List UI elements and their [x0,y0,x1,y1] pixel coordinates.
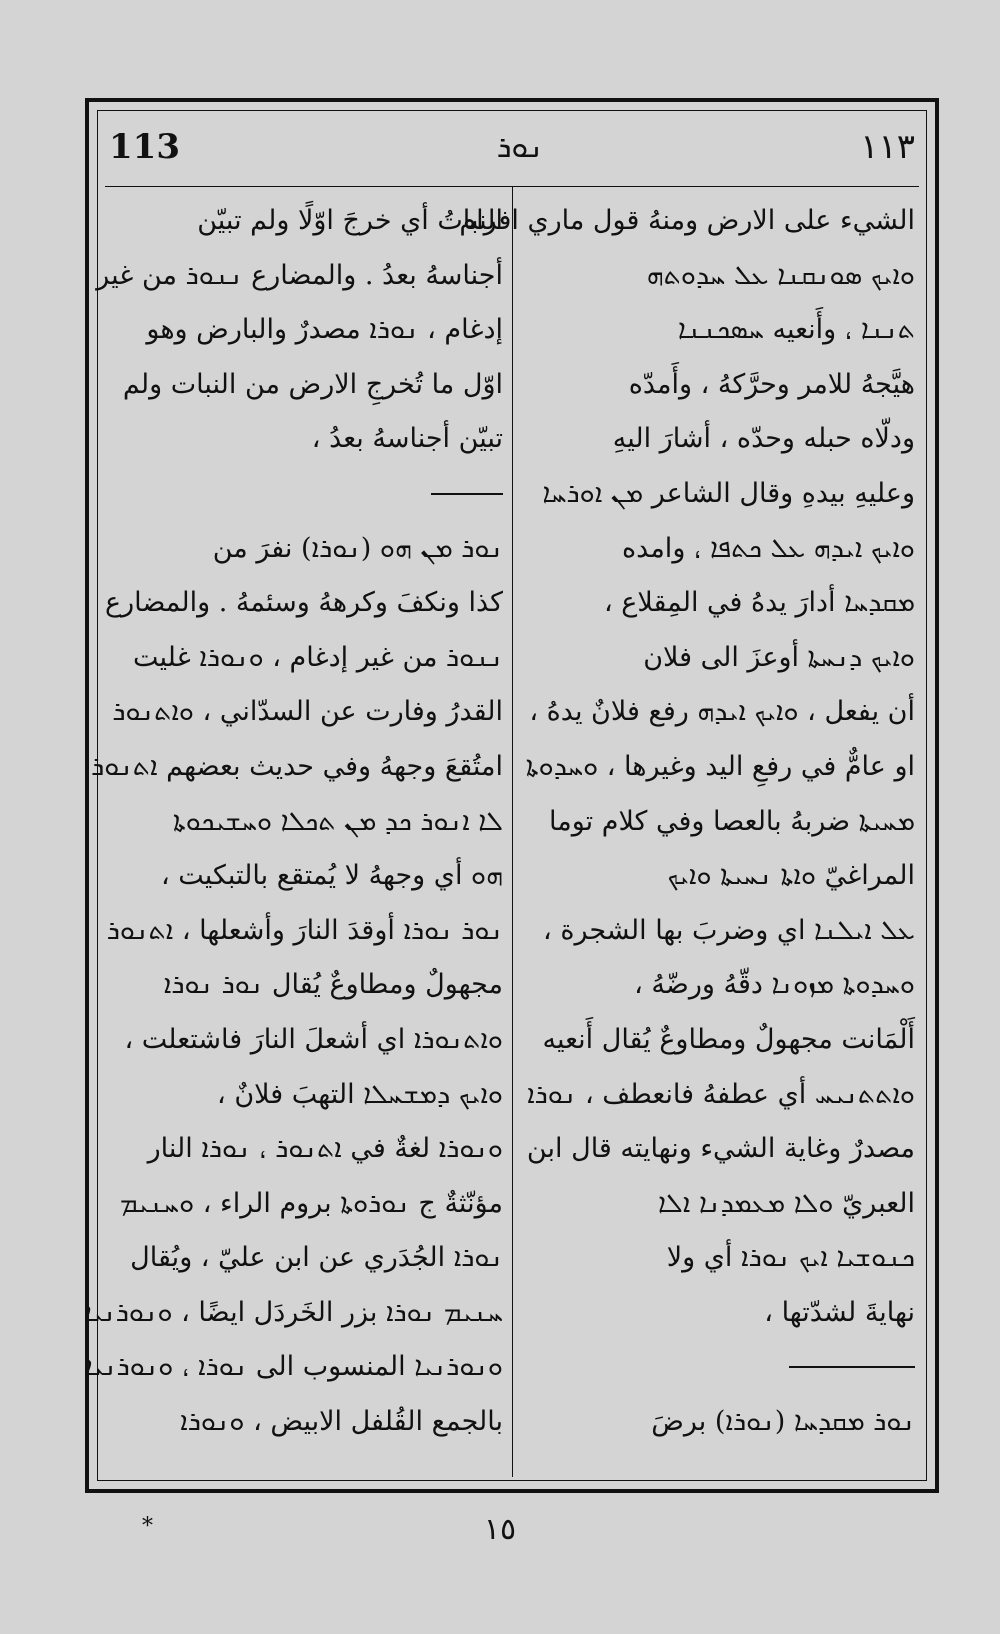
text-line: اوّل ما تُخرجِ الارض من النبات ولم [122,368,503,400]
text-line: ܢܘܪ ܡܩܕܚܐ (ܢܘܪܐ) برضَ [651,1406,915,1438]
text-line: كذا ونكفَ وكرههُ وسئمهُ . والمضارع [105,587,503,619]
text-line: العبريّ ܘܠܐ ܡܥܡܕܢܐ ܐܠܐ [658,1187,915,1219]
text-line: او عامٌّ في رفعِ اليد وغيرها ، ܘܚܕܘܬܐ [525,750,915,782]
running-head: ܢܘܪ [496,129,544,165]
text-line: ܬܢܢܐ ، وأَنعيه ܚܣܟܢܢܐ [677,314,915,346]
text-line: تبيّن أجناسهُ بعدُ ، [311,423,503,455]
text-line: ܘܐܬܬܢܝܚ أي عطفهُ فانعطف ، ܢܘܪܐ [527,1078,915,1110]
text-line: ܗܘ أي وجههُ لا يُمتقع بالتبكيت ، [161,860,503,892]
text-line: ܘܐܝܟ ܣܘܢܩܢܐ ܥܠ ܚܕܘܬܗ [646,259,915,291]
text-line: ودلّاه حبله وحدّه ، أشارَ اليهِ [612,423,915,455]
text-line: ܠܐ ܐܢܘܪ ܟܕ ܡܢ ܬܟܠܐ ܘܚܫܝܟܘܬܐ [172,805,503,837]
text-line: ܘܐܝܟ ܕܡܫܚܠܐ التهبَ فلانٌ ، [217,1078,503,1110]
text-line: ܥܠ ܐܝܠܢܐ اي وضربَ بها الشجرة ، [543,914,915,946]
right-column [459,194,915,1475]
text-line: النباتُ أي خرجَ اوّلًا ولم تبيّن [197,205,503,236]
text-line: ܢܢܘܪ من غير إدغام ، ܘܢܘܪܐ غليت [133,641,503,673]
left-column [83,194,503,1475]
text-line: ܚܢܝܡ ܢܘܪܐ بزر الخَردَل ايضًا ، ܘܢܘܪܢܝܐ [83,1296,503,1328]
section-divider [525,1340,915,1395]
text-line: نهايةَ لشدّتها ، [764,1296,915,1328]
text-line: ܟܢܘܫܝܐ ܐܝܟ ܢܘܪܐ أي ولا [666,1242,915,1274]
text-line: هيَّجهُ للامر وحرَّكهُ ، وأَمدّه [628,368,915,400]
text-line: ܢܘܪ ܢܘܪܐ أوقدَ النارَ وأشعلها ، ܐܬܢܘܪ [106,914,503,946]
text-line: ܡܚܝܬܐ ضربهُ بالعصا وفي كلام توما [549,805,915,837]
text-line: إدغام ، ܢܘܪܐ مصدرٌ والبارض وهو [146,314,503,346]
text-line: وعليهِ بيدهِ وقال الشاعر ܡܢ ܐܘܪܚܐ [542,477,915,509]
text-line: امتُقعَ وجههُ وفي حديث بعضهم ܐܬܢܘܪ [91,750,503,782]
section-divider [107,467,503,522]
text-line: ܡܩܕܚܐ أدارَ يدهُ في المِقلاع ، [603,587,915,619]
text-line: ܘܚܕܘܬܐ ܡܙܘܢܐ دقّهُ ورضّهُ ، [634,969,915,1001]
signature-number: ١٥ [483,1512,517,1547]
text-line: مؤنّثةٌ ج ܢܘܪܘܬܐ بروم الراء ، ܘܚܢܝܡ [119,1187,503,1219]
text-line: ܘܐܝܟ ܐܝܕܗ ܥܠ ܟܬܦܐ ، وامده [622,532,915,564]
page-number-latin: 113 [109,127,180,167]
text-line: المراغيّ ܘܐܬܐ ܢܚܝܬܐ ܘܐܝܟ [667,860,915,892]
text-line: مصدرٌ وغاية الشيء ونهايته قال ابن [526,1133,915,1165]
text-line: ܘܐܬܢܘܪܐ اي أشعلَ النارَ فاشتعلت ، [124,1023,503,1055]
text-line: ܢܘܪܐ الجُدَري عن ابن عليّ ، ويُقال [130,1242,503,1274]
text-line: أَلْمَانت مجهولٌ ومطاوعٌ يُقال أَنعيه [542,1023,915,1055]
text-line: مجهولٌ ومطاوعٌ يُقال ܢܘܪ ܢܘܪܐ [163,969,503,1001]
text-line: أن يفعل ، ܘܐܝܟ ܐܝܕܗ رفع فلانٌ يدهُ ، [529,696,915,728]
text-line: ܢܘܪ ܡܢ ܗܘ (ܢܘܪܐ) نفرَ من [212,532,503,564]
column-divider [512,186,513,1477]
page-frame [85,98,939,1493]
page-header [109,122,915,172]
text-line: القدرُ وفارت عن السدّاني ، ܘܐܬܢܘܪ [112,696,503,728]
text-line: ܘܐܝܟ ܕܢܚܬܐ أوعزَ الى فلان [643,641,915,673]
page-number-arabic: ١١٣ [860,127,915,167]
text-line: الشيء على الارض ومنهُ قول ماري افرام [459,205,915,236]
star-mark: * [142,1514,153,1539]
text-line: بالجمع القُلفل الابيض ، ܘܢܘܪܐ [180,1406,503,1438]
text-line: ܘܢܘܪܐ لغةٌ في ܐܬܢܘܪ ، ܢܘܪܐ النار [147,1133,503,1165]
text-line: ܘܢܘܪܢܝܐ المنسوب الى ܢܘܪܐ ، ܘܢܘܪܢܝܐ [84,1351,503,1383]
text-line: أجناسهُ بعدُ . والمضارع ܢܢܘܪ من غير [96,259,503,291]
